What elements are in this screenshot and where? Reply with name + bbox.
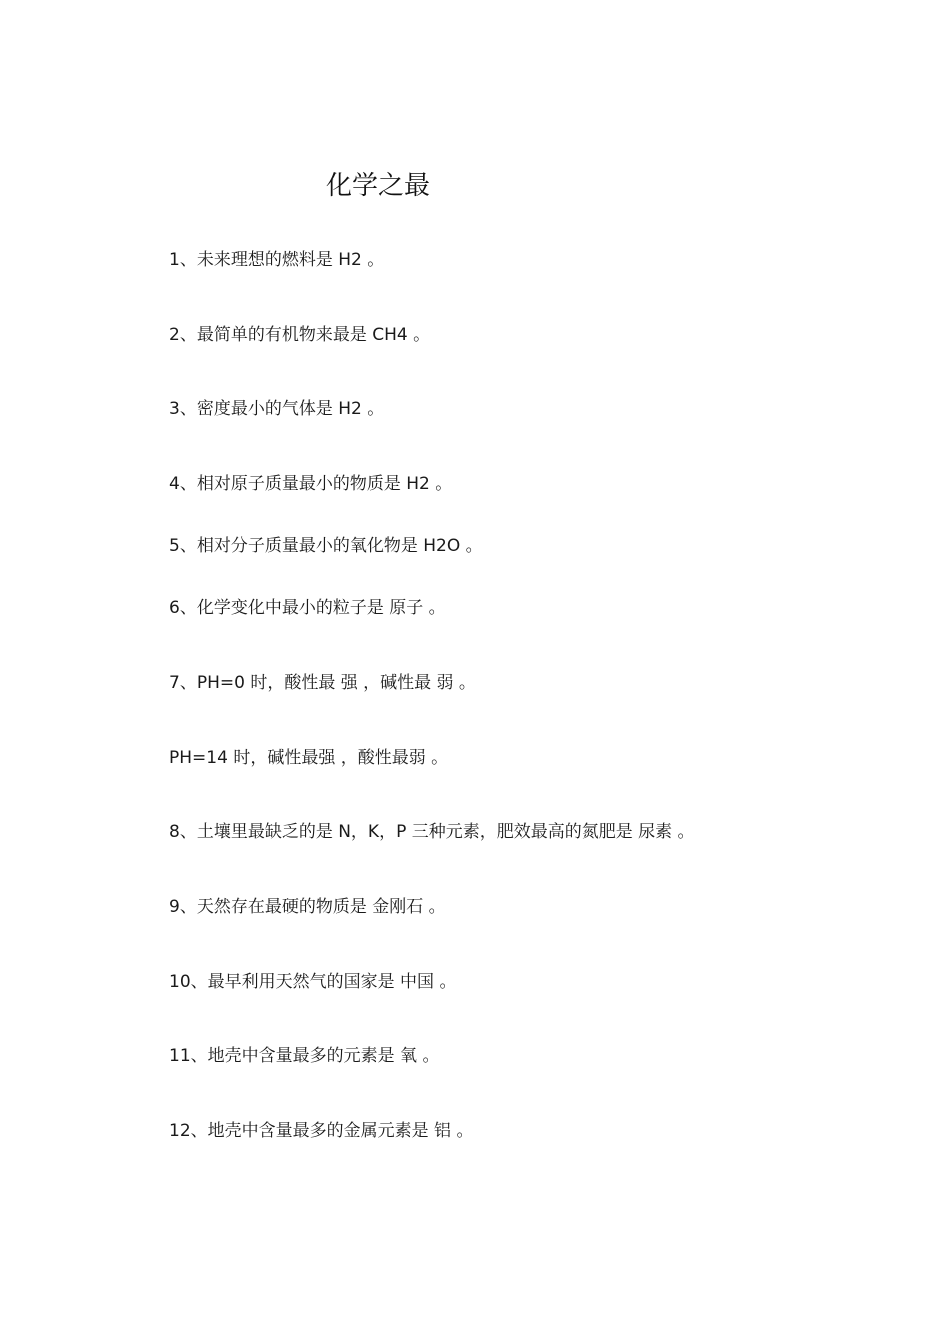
list-item: 7、PH=0 时，酸性最 强 ，碱性最 弱 。 xyxy=(169,673,476,693)
list-item: 11、地壳中含量最多的元素是 氧 。 xyxy=(169,1046,440,1066)
list-item: 3、密度最小的气体是 H2 。 xyxy=(169,399,385,419)
list-item: PH=14 时，碱性最强 ，酸性最弱 。 xyxy=(169,748,449,768)
list-item: 1、未来理想的燃料是 H2 。 xyxy=(169,250,385,270)
list-item: 2、最简单的有机物来最是 CH4 。 xyxy=(169,325,431,345)
document-title: 化学之最 xyxy=(326,171,431,201)
list-item: 12、地壳中含量最多的金属元素是 铝 。 xyxy=(169,1121,474,1141)
list-item: 6、化学变化中最小的粒子是 原子 。 xyxy=(169,598,446,618)
list-item: 5、相对分子质量最小的氧化物是 H2O 。 xyxy=(169,536,483,556)
list-item: 9、天然存在最硬的物质是 金刚石 。 xyxy=(169,897,446,917)
list-item: 4、相对原子质量最小的物质是 H2 。 xyxy=(169,474,453,494)
list-item: 10、最早利用天然气的国家是 中国 。 xyxy=(169,972,457,992)
list-item: 8、土壤里最缺乏的是 N，K，P 三种元素，肥效最高的氮肥是 尿素 。 xyxy=(169,822,695,842)
